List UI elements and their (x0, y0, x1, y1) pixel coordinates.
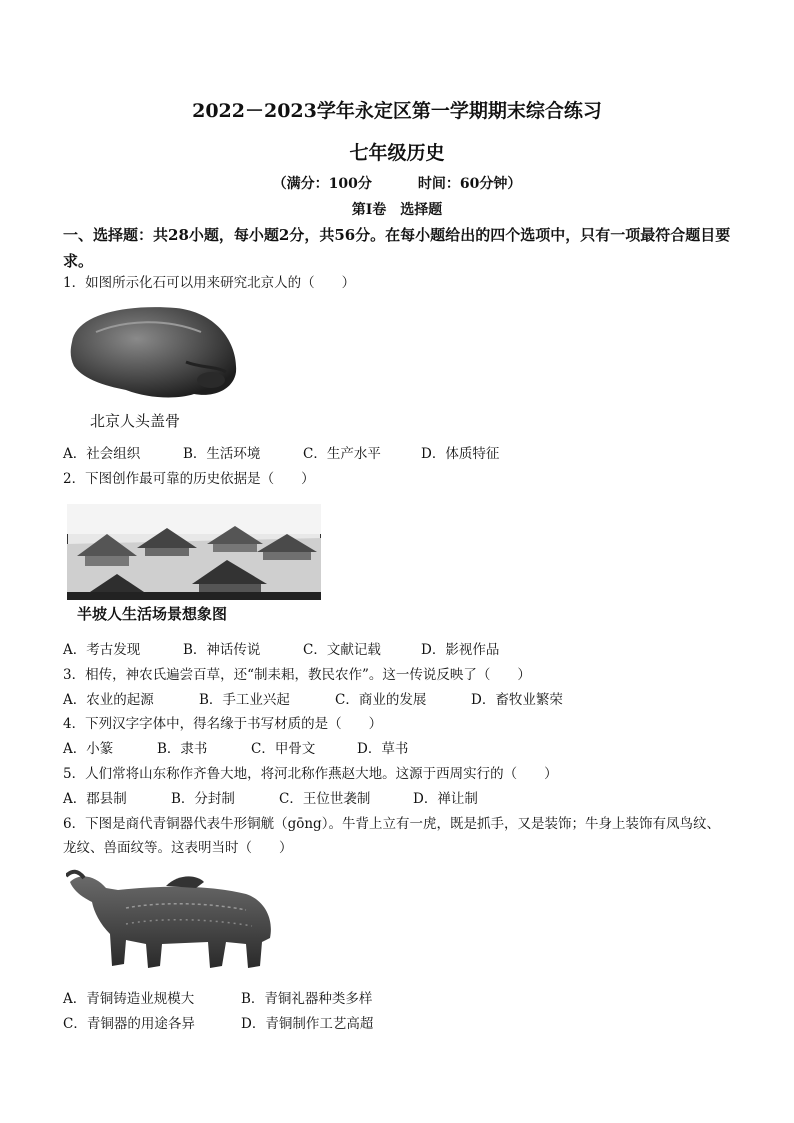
skull-fossil-image (66, 302, 241, 404)
option-a[interactable]: A．郡县制 (63, 791, 127, 807)
option-d[interactable]: D．影视作品 (421, 642, 500, 658)
option-a[interactable]: A．青铜铸造业规模大 (63, 991, 195, 1007)
option-b[interactable]: B．分封制 (171, 791, 235, 807)
question-6-options-row-1 (63, 989, 372, 1009)
question-5-options (63, 789, 478, 809)
option-b[interactable]: B．生活环境 (183, 446, 261, 462)
question-6-stem: 6．下图是商代青铜器代表牛形铜觥（gōng）。牛背上立有一虎，既是抓手，又是装饰；牛身上装饰有凤鸟纹、 (63, 816, 720, 832)
option-d[interactable]: D．青铜制作工艺高超 (241, 1016, 374, 1032)
banpo-scene-image (67, 504, 321, 600)
question-2-stem: 2．下图创作最可靠的历史依据是（ ） (63, 471, 315, 487)
figure-1-caption: 北京人头盖骨 (90, 412, 181, 430)
question-2-options (63, 640, 499, 660)
option-d[interactable]: D．畜牧业繁荣 (471, 692, 563, 708)
option-c[interactable]: C．青铜器的用途各异 (63, 1016, 195, 1032)
exam-time: 时间：60分钟） (417, 176, 522, 192)
option-b[interactable]: B．神话传说 (183, 642, 261, 658)
option-c[interactable]: C．商业的发展 (335, 692, 427, 708)
option-a[interactable]: A．小篆 (63, 741, 114, 757)
question-6-options-row-2 (63, 1014, 373, 1034)
option-c[interactable]: C．王位世袭制 (279, 791, 371, 807)
exam-title: 2022－2023学年永定区第一学期期末综合练习 (192, 100, 602, 122)
option-b[interactable]: B．青铜礼器种类多样 (241, 991, 373, 1007)
option-b[interactable]: B．隶书 (157, 741, 208, 757)
question-5-stem: 5．人们常将山东称作齐鲁大地，将河北称作燕赵大地。这源于西周实行的（ ） (63, 766, 558, 782)
option-a[interactable]: A．考古发现 (63, 642, 141, 658)
figure-2-caption: 半坡人生活场景想象图 (77, 605, 228, 623)
section-heading: 一、选择题：共28小题，每小题2分，共56分。在每小题给出的四个选项中，只有一项最符合题目要求。 (63, 226, 731, 270)
question-3-options (63, 690, 563, 710)
question-6-stem-continued: 龙纹、兽面纹等。这表明当时（ ） (63, 840, 293, 856)
part-heading: 第Ⅰ卷 选择题 (351, 202, 443, 218)
option-a[interactable]: A．农业的起源 (63, 692, 154, 708)
option-c[interactable]: C．生产水平 (303, 446, 381, 462)
question-1-options (63, 444, 499, 464)
option-b[interactable]: B．手工业兴起 (199, 692, 290, 708)
option-d[interactable]: D．草书 (357, 741, 409, 757)
question-4-stem: 4．下列汉字字体中，得名缘于书写材质的是（ ） (63, 716, 383, 732)
option-a[interactable]: A．社会组织 (63, 446, 141, 462)
option-d[interactable]: D．体质特征 (421, 446, 500, 462)
exam-subject: 七年级历史 (349, 142, 445, 164)
full-score: （满分：100分 (272, 176, 372, 192)
bronze-ox-vessel-image (66, 868, 278, 974)
option-d[interactable]: D．禅让制 (413, 791, 478, 807)
exam-info (0, 173, 794, 193)
question-4-options (63, 739, 408, 759)
question-3-stem: 3．相传，神农氏遍尝百草，还“制耒耜，教民农作”。这一传说反映了（ ） (63, 667, 531, 683)
option-c[interactable]: C．甲骨文 (251, 741, 316, 757)
question-1-stem: 1．如图所示化石可以用来研究北京人的（ ） (63, 275, 356, 291)
option-c[interactable]: C．文献记载 (303, 642, 381, 658)
